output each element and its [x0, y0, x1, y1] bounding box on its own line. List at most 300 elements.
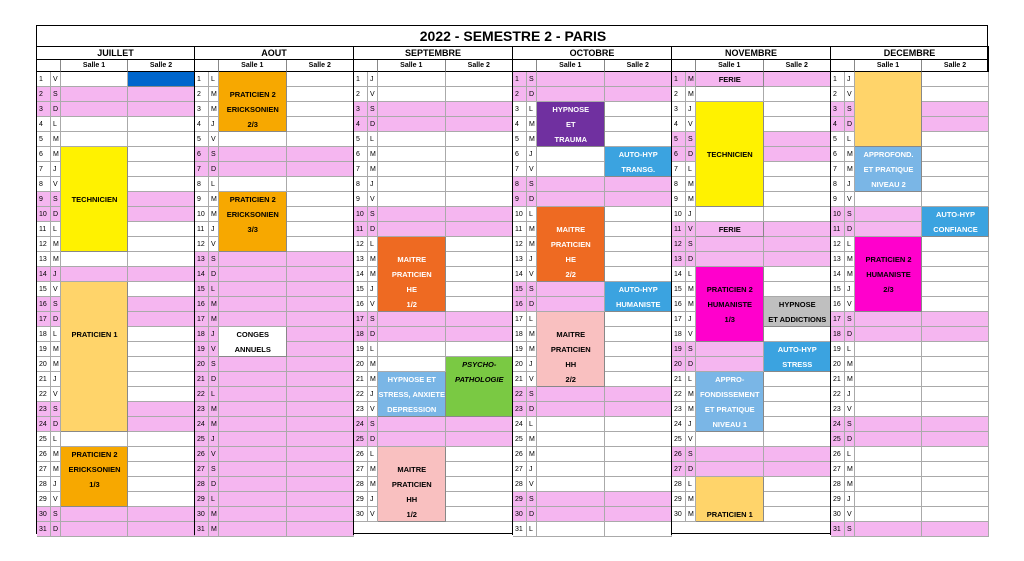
salle-2-cell[interactable] — [922, 192, 989, 207]
salle-2-cell[interactable] — [922, 297, 989, 312]
salle-2-cell[interactable] — [128, 387, 195, 402]
salle-2-cell[interactable] — [128, 462, 195, 477]
salle-2-cell[interactable] — [764, 162, 832, 177]
session-block[interactable] — [855, 72, 922, 147]
salle-2-cell[interactable] — [128, 342, 195, 357]
salle-1-cell[interactable] — [855, 417, 922, 432]
salle-2-cell[interactable] — [128, 522, 195, 537]
salle-2-cell[interactable] — [922, 447, 989, 462]
salle-1-cell[interactable] — [537, 417, 605, 432]
salle-1-cell[interactable] — [61, 102, 128, 117]
salle-2-cell[interactable] — [287, 387, 355, 402]
salle-2-cell[interactable] — [446, 87, 514, 102]
salle-1-cell[interactable] — [378, 162, 446, 177]
salle-2-cell[interactable] — [605, 102, 673, 117]
salle-1-cell[interactable] — [219, 507, 287, 522]
salle-2-cell[interactable] — [605, 327, 673, 342]
salle-1-cell[interactable] — [855, 432, 922, 447]
session-label: PRATICIEN 1 — [706, 510, 753, 519]
salle-2-cell[interactable] — [287, 372, 355, 387]
salle-2-cell[interactable] — [764, 462, 832, 477]
salle-2-cell[interactable] — [128, 312, 195, 327]
salle-2-cell[interactable] — [128, 237, 195, 252]
salle-2-cell[interactable] — [764, 177, 832, 192]
salle-2-cell[interactable] — [764, 117, 832, 132]
salle-2-cell[interactable] — [605, 447, 673, 462]
salle-2-cell[interactable] — [764, 72, 832, 87]
salle-corner — [672, 60, 696, 72]
salle-1-cell[interactable] — [219, 447, 287, 462]
salle-2-cell[interactable] — [446, 267, 514, 282]
salle-1-cell[interactable] — [696, 432, 764, 447]
salle-1-cell[interactable] — [219, 477, 287, 492]
salle-1-cell[interactable] — [219, 402, 287, 417]
salle-2-cell[interactable] — [764, 192, 832, 207]
day-number: 1 — [831, 72, 845, 87]
day-letter: M — [845, 252, 855, 267]
salle-2-cell[interactable] — [922, 387, 989, 402]
salle-1-cell[interactable] — [219, 387, 287, 402]
salle-1-cell[interactable] — [219, 462, 287, 477]
salle-1-cell[interactable] — [696, 87, 764, 102]
salle-1-cell[interactable] — [378, 102, 446, 117]
salle-2-cell[interactable] — [605, 372, 673, 387]
salle-2-cell[interactable] — [922, 282, 989, 297]
salle-2-cell[interactable] — [287, 252, 355, 267]
salle-2-cell[interactable] — [287, 267, 355, 282]
salle-1-cell[interactable] — [855, 462, 922, 477]
salle-1-cell[interactable] — [855, 492, 922, 507]
day-letter: M — [686, 282, 696, 297]
salle-2-cell[interactable] — [764, 507, 832, 522]
salle-2-cell[interactable] — [605, 117, 673, 132]
salle-2-cell[interactable] — [128, 117, 195, 132]
salle-2-cell[interactable] — [128, 192, 195, 207]
day-number: 12 — [354, 237, 368, 252]
salle-2-cell[interactable] — [287, 522, 355, 537]
salle-1-cell[interactable] — [855, 402, 922, 417]
salle-2-cell[interactable] — [446, 162, 514, 177]
salle-2-cell[interactable] — [287, 192, 355, 207]
salle-1-cell[interactable] — [537, 447, 605, 462]
salle-2-cell[interactable] — [764, 102, 832, 117]
salle-1-cell[interactable] — [537, 522, 605, 537]
salle-2-cell[interactable] — [764, 447, 832, 462]
salle-1-cell[interactable] — [696, 462, 764, 477]
salle-2-cell[interactable] — [922, 477, 989, 492]
salle-1-cell[interactable] — [378, 87, 446, 102]
salle-2-cell[interactable] — [128, 417, 195, 432]
salle-2-cell[interactable] — [287, 222, 355, 237]
salle-1-cell[interactable] — [696, 207, 764, 222]
salle-2-cell[interactable] — [605, 387, 673, 402]
salle-2-cell[interactable] — [764, 207, 832, 222]
salle-2-cell[interactable] — [287, 132, 355, 147]
salle-2-cell[interactable] — [605, 402, 673, 417]
salle-1-cell[interactable] — [219, 132, 287, 147]
salle-1-cell[interactable] — [537, 282, 605, 297]
salle-2-cell[interactable] — [128, 297, 195, 312]
salle-2-cell[interactable] — [922, 147, 989, 162]
salle-2-cell[interactable] — [605, 252, 673, 267]
session-block[interactable] — [128, 72, 195, 87]
salle-2-cell[interactable] — [764, 87, 832, 102]
salle-1-cell[interactable] — [537, 462, 605, 477]
day-letter: M — [209, 102, 219, 117]
day-number: 3 — [354, 102, 368, 117]
salle-1-cell[interactable] — [219, 177, 287, 192]
salle-1-cell[interactable] — [61, 132, 128, 147]
salle-2-cell[interactable] — [764, 252, 832, 267]
salle-2-cell[interactable] — [605, 492, 673, 507]
salle-2-cell[interactable] — [287, 462, 355, 477]
salle-2-cell[interactable] — [922, 132, 989, 147]
salle-1-cell[interactable] — [537, 387, 605, 402]
salle-2-cell[interactable] — [764, 477, 832, 492]
salle-2-cell[interactable] — [922, 492, 989, 507]
day-letter: V — [845, 402, 855, 417]
salle-1-cell[interactable] — [378, 147, 446, 162]
salle-2-cell[interactable] — [446, 192, 514, 207]
salle-1-cell[interactable] — [219, 282, 287, 297]
salle-2-cell[interactable] — [446, 207, 514, 222]
salle-2-cell[interactable] — [446, 177, 514, 192]
salle-1-cell[interactable] — [537, 507, 605, 522]
salle-2-cell[interactable] — [922, 357, 989, 372]
salle-2-cell[interactable] — [287, 417, 355, 432]
salle-2-cell[interactable] — [287, 297, 355, 312]
salle-2-cell[interactable] — [605, 312, 673, 327]
salle-2-cell[interactable] — [764, 402, 832, 417]
month-header-septembre: SEPTEMBRE — [354, 47, 513, 60]
salle-2-cell[interactable] — [287, 432, 355, 447]
salle-2-cell[interactable] — [446, 432, 514, 447]
salle-2-cell[interactable] — [605, 417, 673, 432]
salle-2-cell[interactable] — [446, 102, 514, 117]
salle-2-cell[interactable] — [764, 132, 832, 147]
salle-2-cell[interactable] — [922, 327, 989, 342]
salle-1-cell[interactable] — [378, 312, 446, 327]
salle-1-cell[interactable] — [855, 222, 922, 237]
salle-1-cell[interactable] — [378, 132, 446, 147]
salle-2-cell[interactable] — [764, 222, 832, 237]
salle-1-cell[interactable] — [537, 432, 605, 447]
salle-1-cell[interactable] — [378, 72, 446, 87]
salle-2-cell[interactable] — [922, 252, 989, 267]
salle-2-cell[interactable] — [128, 327, 195, 342]
salle-1-cell[interactable] — [219, 297, 287, 312]
salle-1-cell[interactable] — [378, 327, 446, 342]
salle-2-cell[interactable] — [922, 432, 989, 447]
day-letter: S — [845, 207, 855, 222]
salle-2-cell[interactable] — [287, 177, 355, 192]
salle-2-cell[interactable] — [922, 372, 989, 387]
salle-2-cell[interactable] — [605, 522, 673, 537]
session-block[interactable] — [61, 282, 128, 432]
salle-2-cell[interactable] — [287, 117, 355, 132]
salle-1-cell[interactable] — [696, 447, 764, 462]
salle-2-cell[interactable] — [764, 417, 832, 432]
salle-2-cell[interactable] — [605, 462, 673, 477]
salle-2-cell[interactable] — [605, 87, 673, 102]
salle-2-cell[interactable] — [605, 477, 673, 492]
salle-1-cell[interactable] — [696, 237, 764, 252]
salle-1-cell[interactable] — [378, 192, 446, 207]
salle-2-cell[interactable] — [605, 177, 673, 192]
salle-2-cell[interactable] — [605, 192, 673, 207]
salle-2-cell[interactable] — [446, 477, 514, 492]
day-number: 20 — [513, 357, 527, 372]
salle-1-cell[interactable] — [855, 357, 922, 372]
salle-1-cell[interactable] — [61, 432, 128, 447]
day-letter: V — [209, 342, 219, 357]
session-label: AUTO-HYP — [618, 150, 658, 159]
salle-1-cell[interactable] — [855, 372, 922, 387]
salle-2-cell[interactable] — [922, 237, 989, 252]
salle-1-cell[interactable] — [219, 252, 287, 267]
day-letter: M — [51, 147, 61, 162]
salle-2-cell[interactable] — [287, 207, 355, 222]
salle-1-cell[interactable] — [537, 492, 605, 507]
salle-2-cell[interactable] — [128, 357, 195, 372]
salle-1-cell[interactable] — [219, 522, 287, 537]
salle-2-cell[interactable] — [287, 507, 355, 522]
salle-2-cell[interactable] — [287, 402, 355, 417]
salle-1-cell[interactable] — [855, 522, 922, 537]
salle-2-cell[interactable] — [128, 507, 195, 522]
salle-2-cell[interactable] — [922, 117, 989, 132]
salle-2-cell[interactable] — [287, 282, 355, 297]
day-number: 23 — [672, 402, 686, 417]
salle-2-cell[interactable] — [446, 237, 514, 252]
day-number: 29 — [672, 492, 686, 507]
salle-2-cell[interactable] — [605, 207, 673, 222]
salle-2-cell[interactable] — [287, 342, 355, 357]
salle-1-cell[interactable] — [537, 72, 605, 87]
salle-1-cell[interactable] — [219, 492, 287, 507]
salle-1-cell[interactable] — [378, 357, 446, 372]
day-letter: L — [527, 522, 537, 537]
salle-2-cell[interactable] — [446, 447, 514, 462]
salle-1-cell[interactable] — [696, 342, 764, 357]
salle-2-cell[interactable] — [446, 327, 514, 342]
salle-2-cell[interactable] — [128, 447, 195, 462]
day-number: 9 — [672, 192, 686, 207]
salle-2-cell[interactable] — [764, 237, 832, 252]
salle-2-cell[interactable] — [605, 432, 673, 447]
salle-2-cell[interactable] — [605, 222, 673, 237]
salle-2-cell[interactable] — [128, 372, 195, 387]
salle-2-cell[interactable] — [128, 267, 195, 282]
salle-1-cell[interactable] — [855, 387, 922, 402]
salle-2-cell[interactable] — [287, 147, 355, 162]
salle-2-cell[interactable] — [287, 477, 355, 492]
salle-1-cell[interactable] — [855, 312, 922, 327]
salle-1-cell[interactable] — [61, 87, 128, 102]
salle-2-cell[interactable] — [922, 462, 989, 477]
salle-2-cell[interactable] — [446, 132, 514, 147]
salle-1-cell[interactable] — [378, 117, 446, 132]
salle-1-cell[interactable] — [378, 417, 446, 432]
salle-2-cell[interactable] — [605, 357, 673, 372]
salle-2-cell[interactable] — [605, 507, 673, 522]
salle-1-cell[interactable] — [378, 432, 446, 447]
day-number: 18 — [672, 327, 686, 342]
salle-2-cell[interactable] — [764, 387, 832, 402]
salle-1-cell[interactable] — [537, 402, 605, 417]
salle-1-cell[interactable] — [855, 477, 922, 492]
salle-1-cell[interactable] — [537, 147, 605, 162]
salle-2-cell[interactable] — [922, 162, 989, 177]
salle-1-cell[interactable] — [378, 342, 446, 357]
salle-1-cell[interactable] — [219, 267, 287, 282]
salle-2-cell[interactable] — [922, 507, 989, 522]
salle-2-cell[interactable] — [287, 162, 355, 177]
salle-2-cell[interactable] — [128, 402, 195, 417]
day-letter: J — [845, 72, 855, 87]
salle-2-cell[interactable] — [446, 117, 514, 132]
salle-2-cell[interactable] — [922, 87, 989, 102]
salle-2-cell[interactable] — [605, 132, 673, 147]
salle-2-cell[interactable] — [446, 282, 514, 297]
salle-2-cell[interactable] — [764, 372, 832, 387]
salle-1-cell[interactable] — [855, 207, 922, 222]
salle-1-cell[interactable] — [537, 87, 605, 102]
salle-1-cell[interactable] — [219, 432, 287, 447]
salle-2-cell[interactable] — [128, 432, 195, 447]
salle-2-cell[interactable] — [287, 327, 355, 342]
salle-2-cell[interactable] — [922, 342, 989, 357]
salle-2-cell[interactable] — [764, 492, 832, 507]
salle-1-cell[interactable] — [219, 417, 287, 432]
day-letter: L — [527, 312, 537, 327]
salle-1-cell[interactable] — [537, 192, 605, 207]
salle-2-cell[interactable] — [128, 132, 195, 147]
salle-2-cell[interactable] — [128, 162, 195, 177]
salle-2-cell[interactable] — [446, 147, 514, 162]
salle-2-cell[interactable] — [287, 87, 355, 102]
salle-1-cell[interactable] — [61, 507, 128, 522]
salle-1-cell[interactable] — [61, 522, 128, 537]
salle-2-cell[interactable] — [446, 492, 514, 507]
salle-1-cell[interactable] — [855, 327, 922, 342]
salle-2-cell[interactable] — [446, 72, 514, 87]
salle-1-cell[interactable] — [219, 312, 287, 327]
session-label: HUMANISTE — [615, 300, 661, 309]
salle-1-cell[interactable] — [696, 252, 764, 267]
salle-1-cell[interactable] — [219, 162, 287, 177]
salle-2-cell[interactable] — [922, 417, 989, 432]
salle-2-cell[interactable] — [922, 312, 989, 327]
salle-1-cell[interactable] — [61, 252, 128, 267]
salle-2-cell[interactable] — [287, 237, 355, 252]
day-letter: D — [845, 117, 855, 132]
salle-2-cell[interactable] — [128, 477, 195, 492]
salle-2-cell[interactable] — [287, 447, 355, 462]
salle-2-cell[interactable] — [287, 72, 355, 87]
salle-2-cell[interactable] — [922, 177, 989, 192]
salle-2-cell[interactable] — [605, 267, 673, 282]
salle-2-cell[interactable] — [287, 312, 355, 327]
salle-2-cell[interactable] — [605, 237, 673, 252]
salle-2-cell[interactable] — [128, 282, 195, 297]
salle-2-cell[interactable] — [922, 402, 989, 417]
salle-2-cell[interactable] — [922, 72, 989, 87]
salle-1-cell[interactable] — [378, 207, 446, 222]
salle-1-cell[interactable] — [855, 447, 922, 462]
salle-1-cell[interactable] — [219, 372, 287, 387]
salle-1-cell[interactable] — [61, 72, 128, 87]
salle-2-cell[interactable] — [446, 417, 514, 432]
salle-2-cell[interactable] — [764, 282, 832, 297]
salle-2-cell[interactable] — [446, 507, 514, 522]
salle-1-cell[interactable] — [61, 267, 128, 282]
month-header-decembre: DECEMBRE — [831, 47, 989, 60]
salle-2-cell[interactable] — [446, 312, 514, 327]
salle-2-cell[interactable] — [922, 102, 989, 117]
salle-2-cell[interactable] — [128, 222, 195, 237]
salle-1-cell[interactable] — [537, 177, 605, 192]
salle-2-cell[interactable] — [128, 87, 195, 102]
salle-2-cell[interactable] — [922, 267, 989, 282]
salle-2-cell[interactable] — [446, 222, 514, 237]
salle-1-cell[interactable] — [855, 342, 922, 357]
salle-2-cell[interactable] — [128, 177, 195, 192]
salle-1-cell[interactable] — [378, 177, 446, 192]
salle-2-cell[interactable] — [128, 252, 195, 267]
salle-1-cell[interactable] — [219, 147, 287, 162]
salle-1-cell[interactable] — [61, 117, 128, 132]
salle-2-cell[interactable] — [287, 102, 355, 117]
day-number: 21 — [672, 372, 686, 387]
salle-1-cell[interactable] — [537, 477, 605, 492]
salle-1-cell[interactable] — [378, 222, 446, 237]
salle-2-cell[interactable] — [446, 342, 514, 357]
salle-2-cell[interactable] — [128, 207, 195, 222]
salle-1-cell[interactable] — [537, 162, 605, 177]
salle-2-cell[interactable] — [287, 492, 355, 507]
salle-2-cell[interactable] — [287, 357, 355, 372]
salle-2-cell[interactable] — [446, 252, 514, 267]
salle-2-cell[interactable] — [764, 147, 832, 162]
salle-2-cell[interactable] — [446, 462, 514, 477]
day-number: 28 — [513, 477, 527, 492]
salle-1-cell[interactable] — [696, 357, 764, 372]
salle-2-cell[interactable] — [128, 102, 195, 117]
day-number: 22 — [195, 387, 209, 402]
salle-1-cell[interactable] — [219, 357, 287, 372]
salle-2-cell[interactable] — [764, 327, 832, 342]
salle-1-cell[interactable] — [855, 507, 922, 522]
day-number: 15 — [672, 282, 686, 297]
day-number: 4 — [195, 117, 209, 132]
day-number: 13 — [513, 252, 527, 267]
salle-2-cell[interactable] — [922, 522, 989, 537]
salle-1-cell[interactable] — [537, 297, 605, 312]
session-label: HYPNOSE ET — [387, 375, 436, 384]
salle-header-2: Salle 2 — [128, 60, 195, 72]
salle-1-cell[interactable] — [855, 192, 922, 207]
salle-2-cell[interactable] — [128, 147, 195, 162]
salle-2-cell[interactable] — [605, 72, 673, 87]
day-number: 24 — [195, 417, 209, 432]
salle-2-cell[interactable] — [128, 492, 195, 507]
salle-2-cell[interactable] — [446, 297, 514, 312]
salle-2-cell[interactable] — [605, 342, 673, 357]
day-letter: S — [527, 282, 537, 297]
salle-2-cell[interactable] — [764, 267, 832, 282]
salle-2-cell[interactable] — [764, 432, 832, 447]
